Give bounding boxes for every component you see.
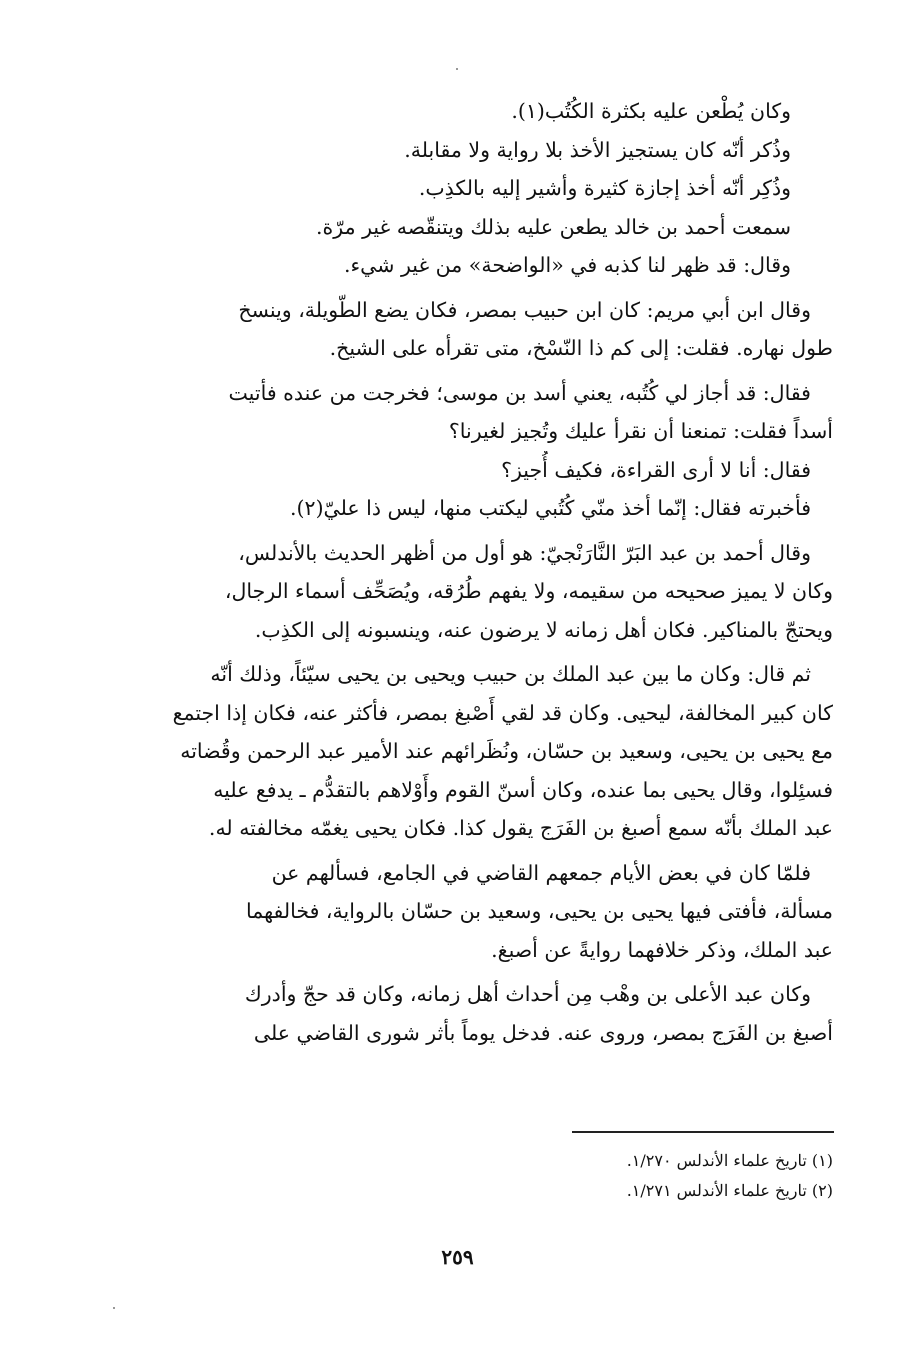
text-line: فقال: قد أجاز لي كُتُبه، يعني أسد بن موسى؛ فخرجت من عنده فأتيت [228, 380, 811, 405]
text-line: وقال: قد ظهر لنا كذبه في «الواضحة» من غير شيء. [344, 253, 791, 277]
text-line: وكان عبد الأعلى بن وهْب مِن أحداث أهل زمانه، وكان قد حجّ وأدرك [244, 982, 811, 1006]
text-line: ويحتجّ بالمناكير. فكان أهل زمانه لا يرضون عنه، وينسبونه إلى الكذِب. [254, 617, 833, 642]
text-line: فسئِلوا، وقال يحيى بما عنده، وكان أسنّ القوم وأَوْلاهم بالتقدُّم ـ يدفع عليه [213, 777, 833, 802]
text-line: مع يحيى بن يحيى، وسعيد بن حسّان، ونُظَرائهم عند الأمير عبد الرحمن وقُضاته [180, 739, 833, 763]
text-line: ثم قال: وكان ما بين عبد الملك بن حبيب ويحيى بن يحيى سيّئاً، وذلك أنّه [210, 662, 811, 686]
text-line: وقال ابن أبي مريم: كان ابن حبيب بمصر، فكان يضع الطّويلة، وينسخ [238, 297, 811, 322]
text-line: وذُكِر أنّه أخذ إجازة كثيرة وأشير إليه بالكذِب. [418, 176, 791, 200]
speck-bottom [113, 1307, 115, 1309]
footnote: (٢) تاريخ علماء الأندلس ١/٢٧١. [626, 1181, 833, 1200]
text-line: سمعت أحمد بن خالد يطعن عليه بذلك ويتنقّصه غير مرّة. [316, 214, 791, 239]
text-line: فقال: أنا لا أرى القراءة، فكيف أُجيز؟ [501, 457, 811, 482]
text-line: أصبغ بن الفَرَج بمصر، وروى عنه. فدخل يوماً بأثر شورى القاضي على [253, 1020, 833, 1045]
speck-top [456, 68, 458, 70]
text-line: مسألة، فأفتى فيها يحيى بن يحيى، وسعيد بن حسّان بالرواية، فخالفهما [245, 899, 833, 923]
footnote-separator [572, 1131, 834, 1133]
main-text [105, 92, 833, 1052]
text-line: وقال أحمد بن عبد البَرّ النَّارَنْجيّ: هو أول من أظهر الحديث بالأندلس، [238, 540, 811, 565]
text-line: فلمّا كان في بعض الأيام جمعهم القاضي في الجامع، فسألهم عن [271, 860, 811, 885]
text-line: عبد الملك بأنّه سمع أصبغ بن الفَرَج يقول كذا. فكان يحيى يغمّه مخالفته له. [208, 816, 833, 840]
page-number: ٢٥٩ [441, 1245, 474, 1269]
text-line: عبد الملك، وذكر خلافهما روايةً عن أصبغ. [491, 937, 833, 962]
text-line: وكان يُطْعن عليه بكثرة الكُتُب(١). [511, 99, 791, 123]
footnotes [233, 1146, 833, 1206]
text-line: وذُكر أنّه كان يستجيز الأخذ بلا رواية ولا مقابلة. [404, 137, 791, 162]
text-line: أسداً فقلت: تمنعنا أن نقرأ عليك وتُجيز لغيرنا؟ [448, 419, 833, 443]
text-line: طول نهاره. فقلت: إلى كم ذا النّسْخ، متى تقرأه على الشيخ. [329, 336, 833, 360]
footnote: (١) تاريخ علماء الأندلس ١/٢٧٠. [626, 1151, 833, 1170]
text-line: كان كبير المخالفة، ليحيى. وكان قد لقي أَصْبغ بمصر، فأكثر عنه، فكان إذا اجتمع [172, 700, 833, 725]
text-line: فأخبرته فقال: إنّما أخذ منّي كُتُبي ليكتب منها، ليس ذا عليّ(٢). [290, 496, 811, 520]
text-line: وكان لا يميز صحيحه من سقيمه، ولا يفهم طُرُقه، ويُصَحِّف أسماء الرجال، [224, 579, 833, 603]
